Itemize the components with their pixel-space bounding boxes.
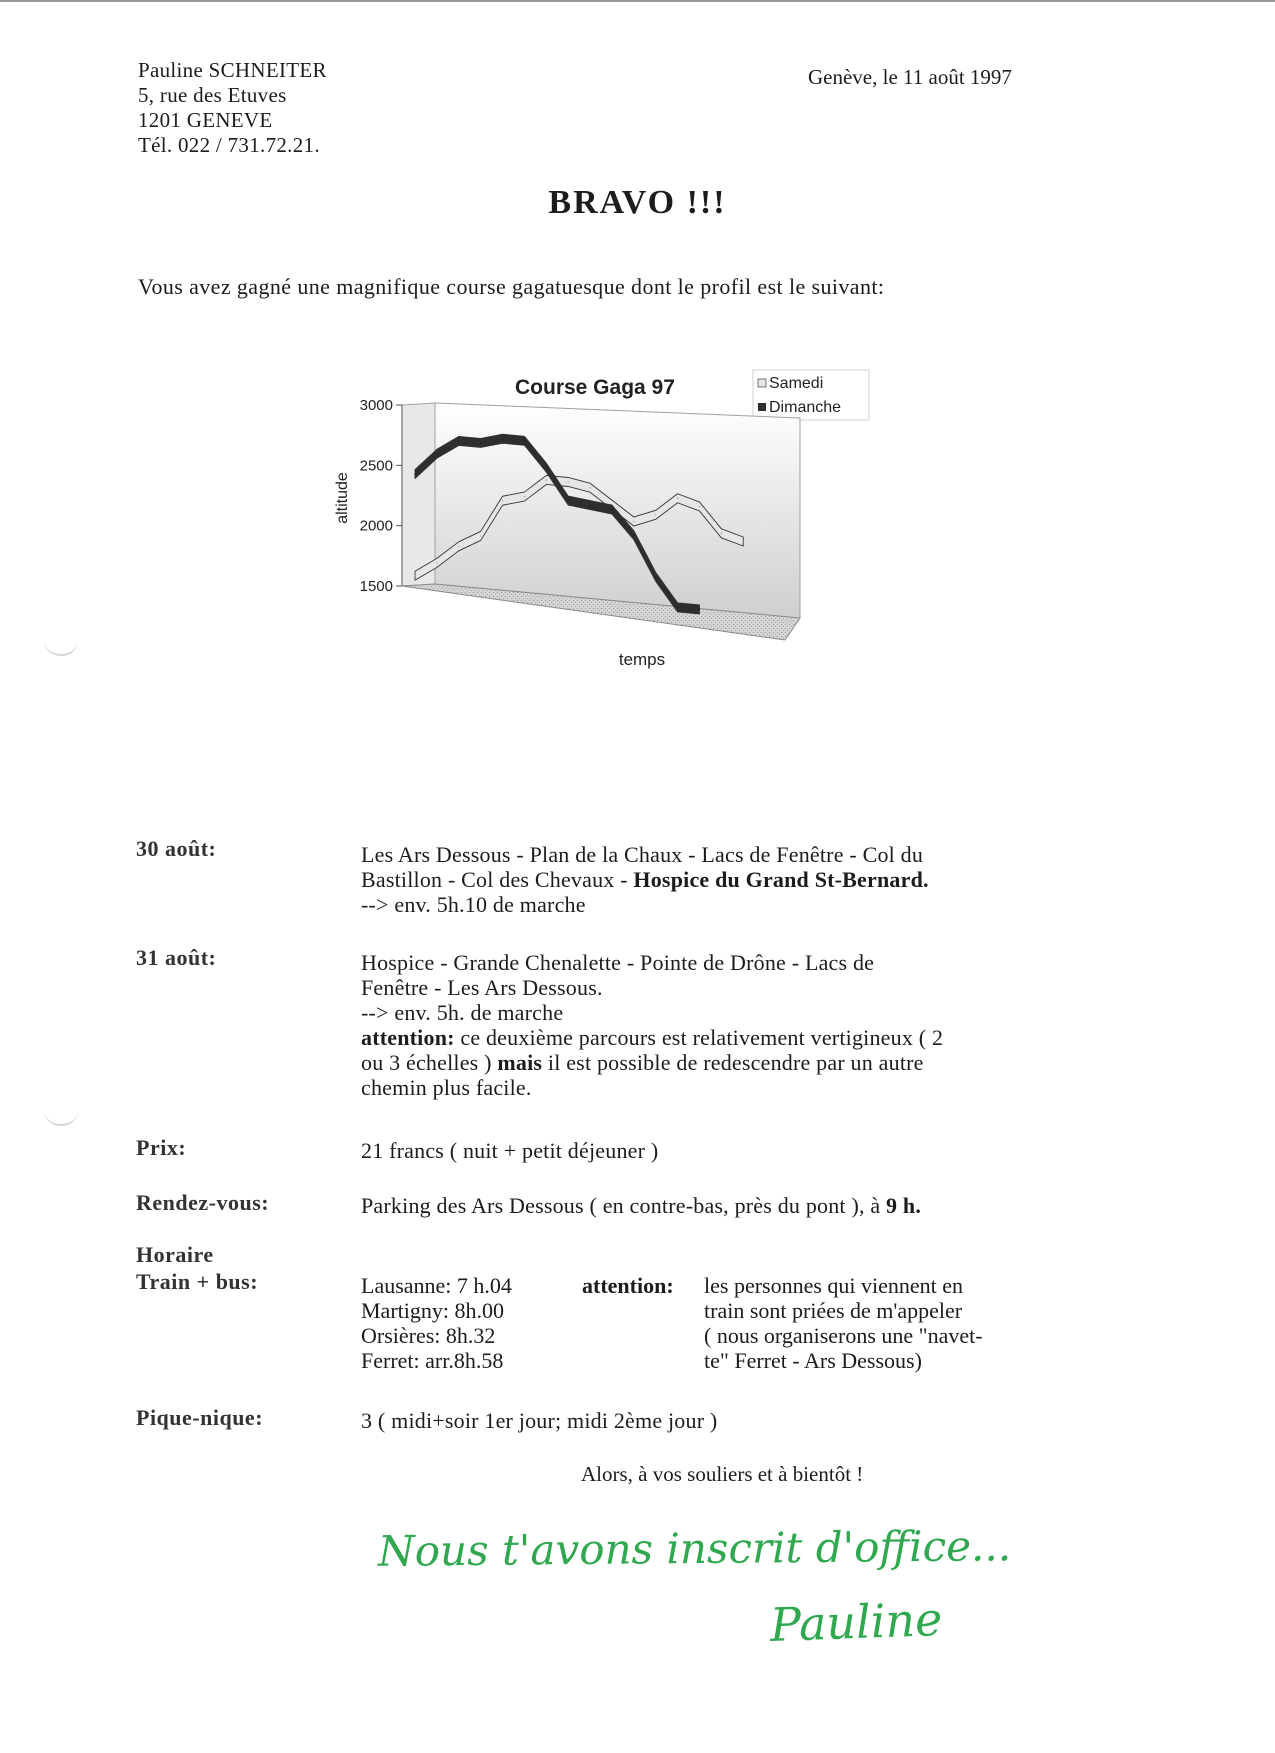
y-tick-label: 2500 (359, 457, 393, 475)
x-axis-label: temps (618, 650, 666, 669)
schedule-ferret: Ferret: arr.8h.58 (361, 1348, 504, 1373)
row-30-line-1: Les Ars Dessous - Plan de la Chaux - Lacs de Fenêtre - Col du (361, 842, 924, 867)
attention-line-1 (361, 1025, 1081, 1050)
data-point-dimanche (480, 442, 481, 443)
row-label-horaire: Horaire (136, 1242, 214, 1267)
train-attention-line-2: train sont priées de m'appeler (704, 1298, 963, 1323)
train-attention-label: attention: (582, 1273, 674, 1298)
hospice-destination: Hospice du Grand St-Bernard. (633, 867, 929, 892)
train-attention-line-4: te" Ferret - Ars Dessous) (704, 1348, 922, 1373)
data-point-dimanche (568, 500, 569, 501)
data-point-dimanche (677, 607, 678, 608)
legend-label-samedi: Samedi (769, 375, 824, 392)
attention-label: attention: (361, 1025, 455, 1050)
train-attention-line-1: les personnes qui viennent en (704, 1273, 964, 1298)
data-point-samedi (480, 535, 481, 536)
train-schedule (361, 1273, 512, 1373)
data-point-dimanche (458, 440, 459, 441)
data-point-dimanche (699, 609, 700, 610)
row-30-line-2 (361, 867, 1081, 892)
data-point-dimanche (589, 504, 590, 505)
data-point-samedi (721, 533, 722, 534)
data-point-samedi (414, 575, 415, 576)
data-point-samedi (589, 487, 590, 488)
row-text-pique-nique: 3 ( midi+soir 1er jour; midi 2ème jour ) (361, 1408, 718, 1433)
y-axis-ticks (360, 397, 402, 595)
attention-mais: mais (497, 1050, 543, 1075)
row-label-rendez-vous: Rendez-vous: (136, 1190, 270, 1215)
handwritten-note: Nous t'avons inscrit d'office... (377, 1521, 1012, 1576)
data-point-dimanche (546, 467, 547, 468)
row-label-train-bus: Train + bus: (136, 1269, 259, 1294)
rendez-vous-place: Parking des Ars Dessous ( en contre-bas, près du pont ), à (361, 1193, 887, 1218)
data-point-samedi (655, 514, 656, 515)
elevation-chart-svg (334, 358, 915, 758)
punch-hole-mark (44, 1110, 78, 1126)
row-text-31-aout (361, 950, 1081, 1100)
closing-line: Alors, à vos souliers et à bientôt ! (581, 1462, 864, 1486)
attention-text-2a: ou 3 échelles ) (361, 1050, 498, 1075)
punch-hole-mark (44, 640, 78, 656)
row-text-prix: 21 francs ( nuit + petit déjeuner ) (361, 1138, 659, 1163)
schedule-martigny: Martigny: 8h.00 (361, 1298, 504, 1323)
train-attention-text (704, 1273, 983, 1373)
intro-paragraph: Vous avez gagné une magnifique course gagatuesque dont le profil est le suivant: (138, 274, 885, 299)
rendez-vous-time: 9 h. (886, 1193, 922, 1218)
data-point-samedi (524, 496, 525, 497)
data-point-dimanche (502, 438, 503, 439)
row-label-30-aout: 30 août: (136, 836, 217, 861)
y-axis-label: altitude (334, 472, 351, 524)
sender-phone: Tél. 022 / 731.72.21. (138, 133, 320, 157)
data-point-dimanche (414, 474, 415, 475)
legend-label-dimanche: Dimanche (769, 399, 842, 416)
data-point-samedi (546, 479, 547, 480)
handwritten-signature: Pauline (769, 1592, 944, 1652)
train-attention-line-3: ( nous organiserons une "navet- (704, 1323, 983, 1348)
data-point-dimanche (655, 576, 656, 577)
data-point-dimanche (524, 440, 525, 441)
data-point-dimanche (611, 509, 612, 510)
schedule-orsieres: Orsières: 8h.32 (361, 1323, 496, 1348)
chart-title: Course Gaga 97 (515, 376, 675, 399)
row-31-line-2: Fenêtre - Les Ars Dessous. (361, 975, 603, 1000)
data-point-samedi (699, 506, 700, 507)
legend-swatch-dimanche (758, 403, 766, 411)
row-30-line-2-text: Bastillon - Col des Chevaux - (361, 867, 634, 892)
data-point-samedi (502, 500, 503, 501)
data-point-samedi (436, 562, 437, 563)
attention-text-1: ce deuxième parcours est relativement vertigineux ( 2 (454, 1025, 944, 1050)
row-30-line-3: --> env. 5h.10 de marche (361, 892, 586, 917)
row-label-prix: Prix: (136, 1135, 187, 1160)
data-point-samedi (568, 481, 569, 482)
chart-side-wall (402, 403, 435, 586)
schedule-lausanne: Lausanne: 7 h.04 (361, 1273, 512, 1298)
data-point-dimanche (436, 453, 437, 454)
sender-address (138, 58, 327, 158)
row-label-31-aout: 31 août: (136, 945, 217, 970)
letter-title: BRAVO !!! (548, 184, 727, 221)
data-point-samedi (743, 541, 744, 542)
sender-name: Pauline SCHNEITER (138, 58, 327, 82)
row-text-rendez-vous (361, 1193, 1081, 1218)
data-point-samedi (677, 498, 678, 499)
data-point-dimanche (633, 535, 634, 536)
row-31-line-3: --> env. 5h. de marche (361, 1000, 564, 1025)
y-tick-label: 1500 (359, 578, 393, 595)
sender-street: 5, rue des Etuves (138, 83, 287, 107)
elevation-chart (334, 358, 915, 758)
row-text-30-aout (361, 842, 1081, 917)
y-tick-label: 3000 (359, 397, 393, 414)
letter-date: Genève, le 11 août 1997 (808, 65, 1012, 89)
y-tick-label: 2000 (359, 517, 393, 535)
data-point-samedi (458, 546, 459, 547)
attention-line-2 (361, 1050, 1081, 1075)
attention-text-2b: il est possible de redescendre par un autre (542, 1050, 924, 1075)
chart-legend (753, 370, 869, 420)
legend-swatch-samedi (758, 379, 766, 387)
attention-line-3: chemin plus facile. (361, 1075, 532, 1100)
sender-city: 1201 GENEVE (138, 108, 273, 132)
row-label-pique-nique: Pique-nique: (136, 1405, 264, 1430)
top-rule (0, 0, 1275, 2)
row-31-line-1: Hospice - Grande Chenalette - Pointe de Drône - Lacs de (361, 950, 875, 975)
data-point-samedi (633, 521, 634, 522)
